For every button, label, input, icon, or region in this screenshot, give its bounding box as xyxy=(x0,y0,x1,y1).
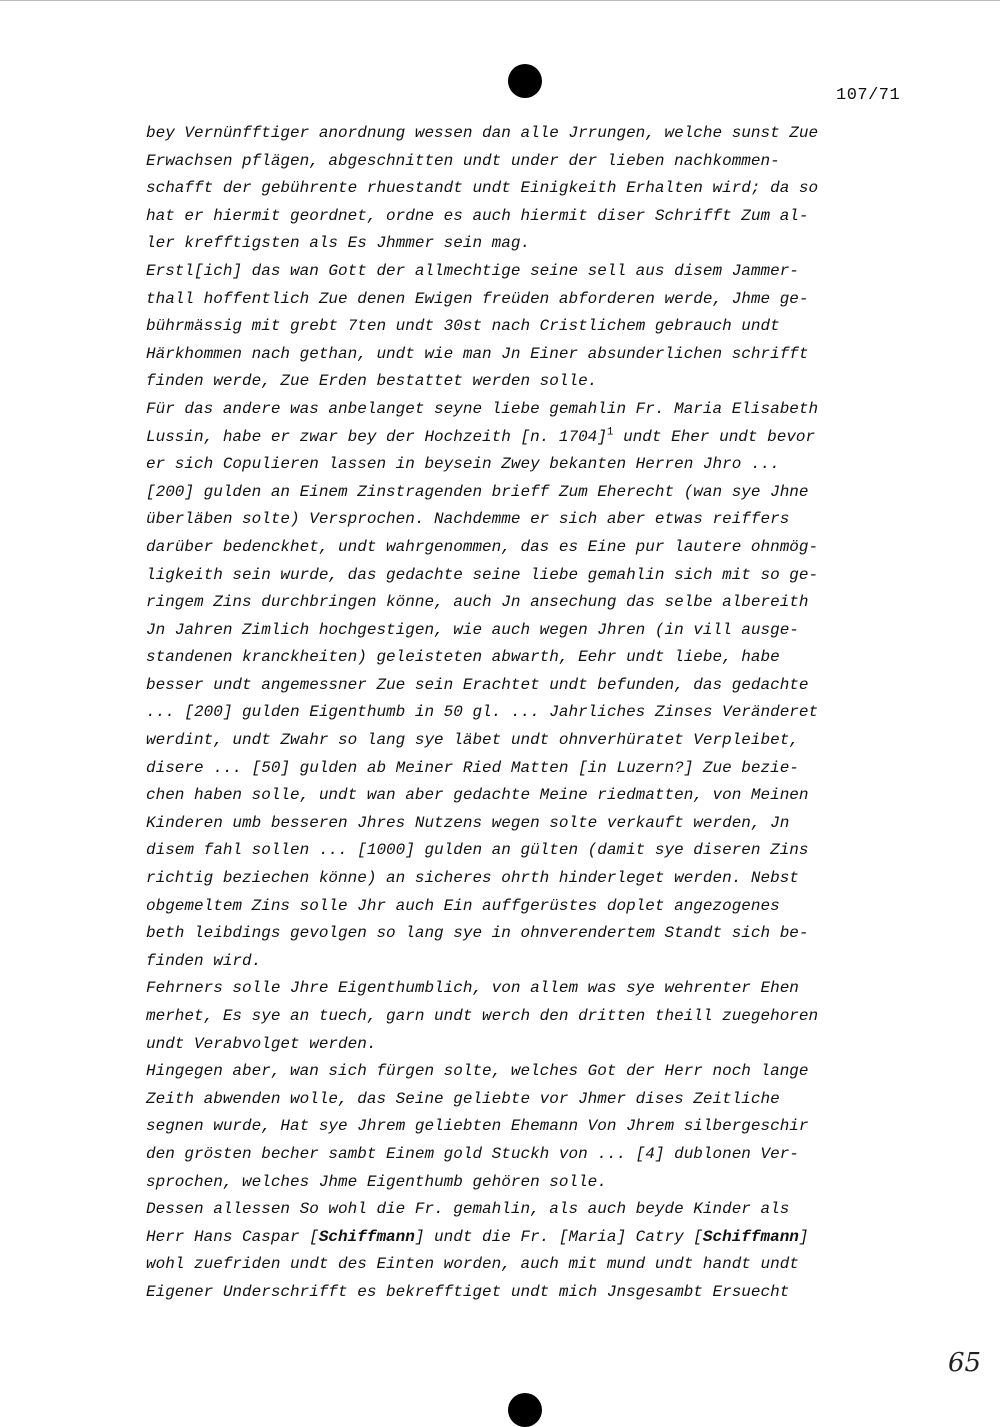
text-line: wohl zuefriden undt des Einten worden, auch mit mund undt handt undt xyxy=(146,1255,799,1274)
line-text-part1: Herr Hans Caspar [ xyxy=(146,1227,319,1246)
name-schiffmann-1: Schiffmann xyxy=(318,1227,415,1246)
text-line: bührmässig mit grebt 7ten undt 30st nach Cristlichem gebrauch undt xyxy=(146,317,780,336)
body-text xyxy=(146,120,916,1307)
text-line: werdint, undt Zwahr so lang sye läbet undt ohnverhüratet Verpleibet, xyxy=(146,731,799,750)
line-text-after: undt Eher undt bevor xyxy=(613,427,816,446)
text-line: sprochen, welches Jhme Eigenthumb gehören solle. xyxy=(146,1172,607,1191)
text-line: merhet, Es sye an tuech, garn undt werch den dritten theill zuegehoren xyxy=(146,1007,819,1025)
text-line: chen haben solle, undt wan aber gedachte Meine riedmatten, von Meinen xyxy=(146,786,809,805)
text-line: finden werde, Zue Erden bestattet werden solle. xyxy=(146,372,598,391)
handwritten-folio-mark: 65 xyxy=(948,1348,982,1378)
line-text-part2: ] undt die Fr. [Maria] Catry [ xyxy=(414,1227,703,1246)
line-text-part3: ] xyxy=(798,1227,809,1246)
text-line: schafft der gebührente rhuestandt undt Einigkeith Erhalten wird; da so xyxy=(146,179,819,198)
name-schiffmann-2: Schiffmann xyxy=(702,1227,799,1246)
page-edge xyxy=(0,0,1000,1)
punch-hole-bottom xyxy=(508,1393,542,1427)
text-line: Erstl[ich] das wan Gott der allmechtige seine sell aus disem Jammer- xyxy=(146,261,799,280)
text-line: überläben solte) Versprochen. Nachdemme er sich aber etwas reiffers xyxy=(146,510,790,529)
text-line: Für das andere was anbelanget seyne liebe gemahlin Fr. Maria Elisabeth xyxy=(146,399,819,418)
text-line: Jn Jahren Zimlich hochgestigen, wie auch wegen Jhren (in vill ausge- xyxy=(146,620,799,639)
text-line: [200] gulden an Einem Zinstragenden brieff Zum Eherecht (wan sye Jhne xyxy=(146,482,809,501)
text-line: Eigener Underschrifft es bekrefftiget undt mich Jnsgesambt Ersuecht xyxy=(146,1282,790,1301)
text-line: bey Vernünfftiger anordnung wessen dan alle Jrrungen, welche sunst Zue xyxy=(146,124,819,142)
text-line: richtig beziechen könne) an sicheres ohrth hinderleget werden. Nebst xyxy=(146,869,799,888)
text-line: Härkhommen nach gethan, undt wie man Jn Einer absunderlichen schrifft xyxy=(146,344,809,363)
text-line: Zeith abwenden wolle, das Seine geliebte vor Jhmer dises Zeitliche xyxy=(146,1089,780,1108)
text-line: thall hoffentlich Zue denen Ewigen freüden abforderen werde, Jhme ge- xyxy=(146,289,809,308)
text-line: undt Verabvolget werden. xyxy=(146,1034,377,1053)
text-line: ringem Zins durchbringen könne, auch Jn ansechung das selbe albereith xyxy=(146,593,809,612)
text-line: segnen wurde, Hat sye Jhrem geliebten Ehemann Von Jhrem silbergeschir xyxy=(146,1117,809,1136)
text-line: disem fahl sollen ... [1000] gulden an gülten (damit sye diseren Zins xyxy=(146,841,809,860)
text-line: disere ... [50] gulden ab Meiner Ried Matten [in Luzern?] Zue bezie- xyxy=(146,758,799,777)
text-line: beth leibdings gevolgen so lang sye in ohnverendertem Standt sich be- xyxy=(146,924,809,943)
text-line: finden wird. xyxy=(146,951,262,970)
text-line: den grösten becher sambt Einem gold Stuckh von ... [4] dublonen Ver- xyxy=(146,1144,799,1163)
text-line: besser undt angemessner Zue sein Erachtet undt befunden, das gedachte xyxy=(146,675,809,694)
punch-hole-top xyxy=(508,64,542,98)
text-line: er sich Copulieren lassen in beysein Zwey bekanten Herren Jhro ... xyxy=(146,455,780,474)
text-line: Fehrners solle Jhre Eigenthumblich, von allem was sye wehrenter Ehen xyxy=(146,979,799,998)
text-line: obgemeltem Zins solle Jhr auch Ein auffgerüstes doplet angezogenes xyxy=(146,896,780,915)
page-number: 107/71 xyxy=(836,86,901,105)
text-line-names xyxy=(146,1224,916,1252)
footnote-marker: 1 xyxy=(606,426,614,439)
text-line: ligkeith sein wurde, das gedachte seine liebe gemahlin sich mit so ge- xyxy=(146,565,819,584)
text-line: standenen kranckheiten) geleisteten abwarth, Eehr undt liebe, habe xyxy=(146,648,780,667)
text-line: Dessen allessen So wohl die Fr. gemahlin, als auch beyde Kinder als xyxy=(146,1200,790,1219)
text-line-footnote xyxy=(146,424,916,452)
text-line: ler krefftigsten als Es Jhmmer sein mag. xyxy=(146,234,531,253)
text-line: Hingegen aber, wan sich fürgen solte, welches Got der Herr noch lange xyxy=(146,1062,809,1081)
text-line: Kinderen umb besseren Jhres Nutzens wegen solte verkauft werden, Jn xyxy=(146,813,790,832)
line-text-before: Lussin, habe er zwar bey der Hochzeith [n. 1704] xyxy=(146,427,607,446)
text-line: hat er hiermit geordnet, ordne es auch hiermit diser Schrifft Zum al- xyxy=(146,206,809,225)
text-line: ... [200] gulden Eigenthumb in 50 gl. ... Jahrliches Zinses Veränderet xyxy=(146,703,819,722)
text-line: Erwachsen pflägen, abgeschnitten undt under der lieben nachkommen- xyxy=(146,151,780,170)
text-line: darüber bedenckhet, undt wahrgenommen, das es Eine pur lautere ohnmög- xyxy=(146,537,819,556)
